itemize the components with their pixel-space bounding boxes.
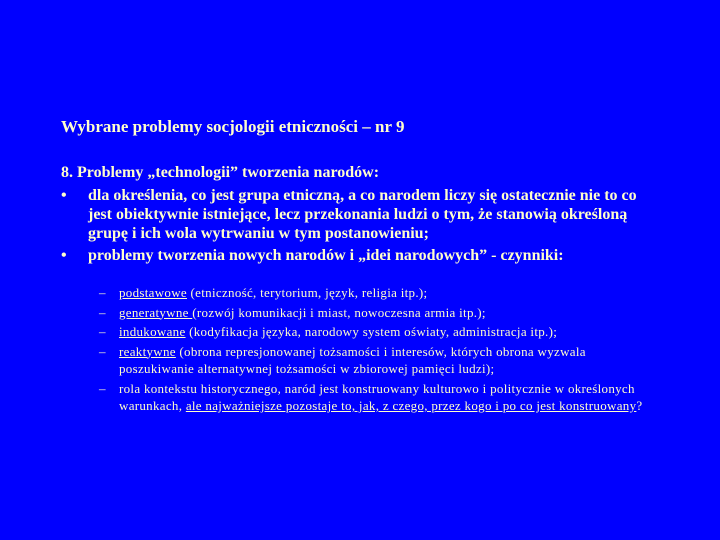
dash-icon: –: [99, 380, 106, 396]
sub-item-end: ?: [636, 398, 643, 413]
dash-icon: –: [99, 304, 106, 320]
bullet-list: [61, 186, 661, 268]
sub-item: [99, 284, 664, 302]
slide-title: Wybrane problemy socjologii etniczności – nr 9: [61, 117, 405, 136]
bullet-text: problemy tworzenia nowych narodów i „idei narodowych” - czynniki:: [88, 247, 564, 264]
sub-item: [99, 304, 664, 322]
sub-item-text: (rozwój komunikacji i miast, nowoczesna armia itp.);: [192, 304, 486, 320]
dash-icon: –: [99, 324, 106, 339]
sub-item: [99, 343, 664, 378]
sub-list: [99, 284, 664, 417]
bullet-icon: •: [61, 187, 67, 204]
sub-item-text: (etniczność, terytorium, język, religia itp.);: [187, 285, 428, 300]
sub-item-term: reaktywne: [119, 343, 176, 359]
bullet-item: [61, 246, 661, 265]
dash-icon: –: [99, 285, 106, 300]
bullet-item: [61, 186, 661, 243]
bullet-text: dla określenia, co jest grupa etniczną, a co narodem liczy się ostatecznie nie to co jest obiektywnie istniejące, lecz przekonania ludzi o tym, że stanowią określoną grupę i ich wola wytrwaniu w tym postanowieniu;: [88, 187, 637, 242]
bullet-icon: •: [61, 247, 67, 264]
sub-item-term: indukowane: [119, 324, 186, 339]
sub-item-underlined-text: ale najważniejsze pozostaje to, jak, z czego, przez kogo i po co jest konstruowany: [185, 398, 637, 413]
sub-item: [99, 380, 664, 415]
sub-item-text: (obrona represjonowanej tożsamości i interesów, których obrona wyzwala poszukiwanie alternatywnej tożsamości w zbiorowej pamięci ludzi);: [119, 343, 586, 376]
sub-item-text: (kodyfikacja języka, narodowy system oświaty, administracja itp.);: [185, 324, 558, 339]
dash-icon: –: [99, 343, 106, 359]
sub-item-term: podstawowe: [119, 285, 187, 300]
section-heading: 8. Problemy „technologii” tworzenia narodów:: [61, 164, 380, 181]
sub-item-term: generatywne: [119, 304, 193, 320]
sub-item-text: rola kontekstu historycznego, naród jest konstruowany kulturowo i politycznie w określonych warunkach,: [119, 380, 635, 413]
sub-item: [99, 323, 664, 341]
